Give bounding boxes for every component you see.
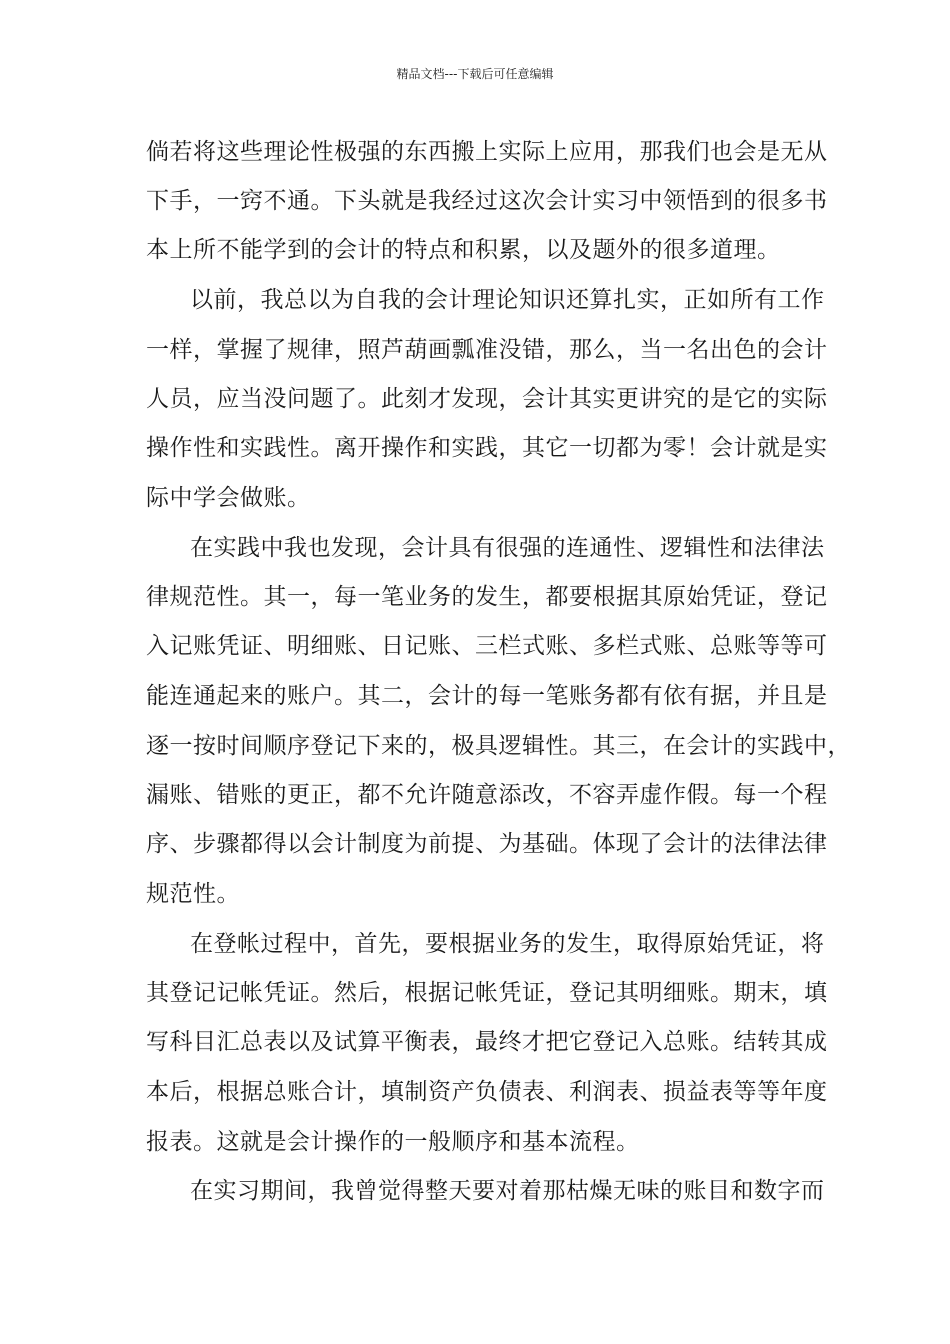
text-line: 律规范性。其一，每一笔业务的发生，都要根据其原始凭证，登记 [146,584,828,610]
text-line: 际中学会做账。 [146,485,311,511]
text-line: 写科目汇总表以及试算平衡表，最终才把它登记入总账。结转其成 [146,1029,828,1055]
text-line: 漏账、错账的更正，都不允许随意添改，不容弄虚作假。每一个程 [146,782,828,808]
text-line: 操作性和实践性。离开操作和实践，其它一切都为零！会计就是实 [146,435,828,461]
text-line: 下手，一窍不通。下头就是我经过这次会计实习中领悟到的很多书 [146,188,828,214]
text-line: 逐一按时间顺序登记下来的，极具逻辑性。其三，在会计的实践中， [146,733,851,759]
text-line: 入记账凭证、明细账、日记账、三栏式账、多栏式账、总账等等可 [146,633,828,659]
text-line: 能连通起来的账户。其二，会计的每一笔账务都有依有据，并且是 [146,683,828,709]
text-line: 一样，掌握了规律，照芦葫画瓢准没错，那么，当一名出色的会计 [146,337,828,363]
text-line: 规范性。 [146,881,240,907]
text-line: 报表。这就是会计操作的一般顺序和基本流程。 [146,1129,640,1155]
paragraph-first-line: 在实践中我也发现，会计具有很强的连通性、逻辑性和法律法 [190,535,825,561]
text-line: 倘若将这些理论性极强的东西搬上实际上应用，那我们也会是无从 [146,139,828,165]
page-header: 精品文档---下载后可任意编辑 [396,67,554,81]
text-line: 本后，根据总账合计，填制资产负债表、利润表、损益表等等年度 [146,1079,828,1105]
paragraph-first-line: 在登帐过程中，首先，要根据业务的发生，取得原始凭证，将 [190,931,825,957]
paragraph-first-line: 以前，我总以为自我的会计理论知识还算扎实，正如所有工作 [190,287,825,313]
text-line: 人员，应当没问题了。此刻才发现，会计其实更讲究的是它的实际 [146,386,828,412]
text-line: 其登记记帐凭证。然后，根据记帐凭证，登记其明细账。期末，填 [146,980,828,1006]
text-line: 序、步骤都得以会计制度为前提、为基础。体现了会计的法律法律 [146,831,828,857]
paragraph-first-line: 在实习期间，我曾觉得整天要对着那枯燥无味的账目和数字而 [190,1178,825,1204]
text-line: 本上所不能学到的会计的特点和积累，以及题外的很多道理。 [146,237,781,263]
